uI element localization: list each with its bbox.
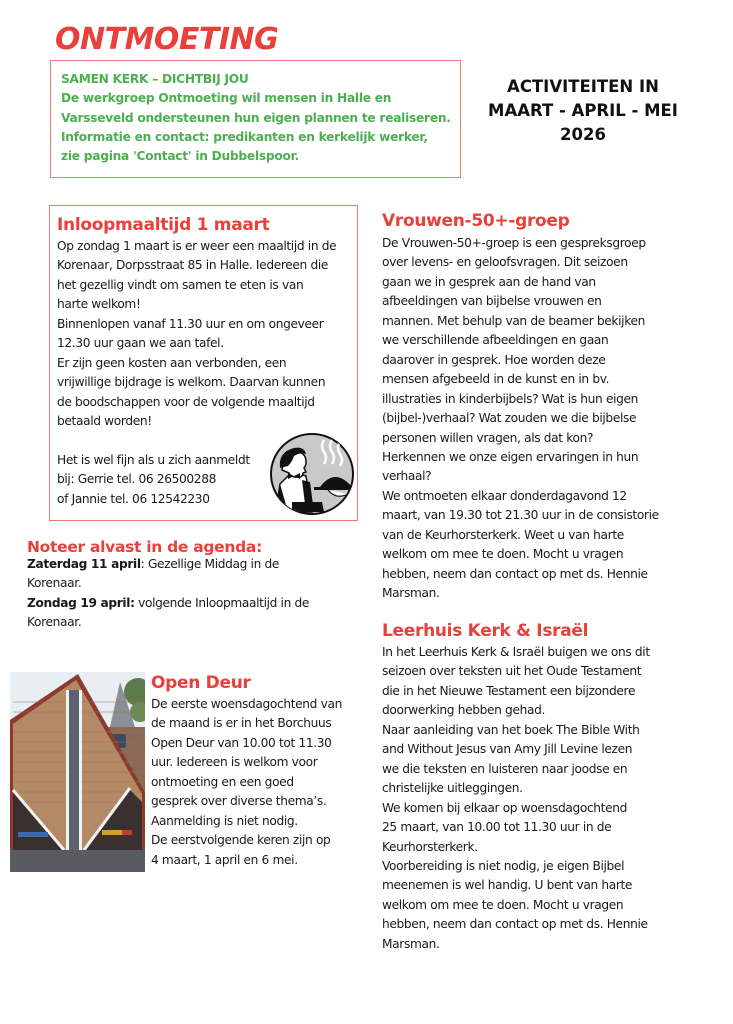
text-line: ontmoeting en een goed (151, 774, 294, 789)
agenda-item (27, 594, 309, 613)
text-line: de boodschappen voor de volgende maaltijd (57, 394, 315, 409)
agenda-date: Zondag 19 april: (27, 595, 135, 610)
leerhuis-heading: Leerhuis Kerk & Israël (382, 621, 589, 641)
agenda-text: Gezellige Middag in de (144, 557, 280, 571)
text-line: het gezellig vindt om samen te eten is van (57, 277, 304, 292)
text-line: Marsman. (382, 586, 440, 601)
text-line: vrijwillige bijdrage is welkom. Daarvan kunnen (57, 375, 326, 390)
text-line: Aanmelding is niet nodig. (151, 813, 298, 828)
text-line: Er zijn geen kosten aan verbonden, een (57, 355, 287, 370)
text-line: of Jannie tel. 06 12542230 (57, 491, 210, 506)
text-line: De eerstvolgende keren zijn op (151, 833, 331, 848)
text-line: afbeeldingen van bijbelse vrouwen en (382, 294, 602, 309)
text-line: doorwerking hebben gehad. (382, 703, 545, 718)
text-line: Open Deur van 10.00 tot 11.30 (151, 735, 332, 750)
intro-line: zie pagina 'Contact' in Dubbelspoor. (61, 149, 299, 164)
vrouwen-text (382, 234, 659, 604)
agenda-heading: Noteer alvast in de agenda: (27, 538, 262, 556)
text-line: seizoen over teksten uit het Oude Testament (382, 664, 642, 679)
text-line: verhaal? (382, 469, 432, 484)
agenda-text: volgende Inloopmaaltijd in de (134, 595, 310, 610)
waiter-illustration (262, 432, 358, 516)
text-line: betaald worden! (57, 414, 152, 429)
text-line: hebben, neem dan contact op met ds. Hennie (382, 917, 648, 932)
text-line: harte welkom! (57, 297, 141, 312)
text-line: Marsman. (382, 936, 440, 951)
intro-line: Informatie en contact: predikanten en kerkelijk werker, (61, 129, 428, 144)
text-line: welkom om mee te doen. Mocht u vragen (382, 897, 624, 912)
text-line: and Without Jesus van Amy Jill Levine lezen (382, 742, 633, 757)
leerhuis-text (382, 643, 650, 954)
text-line: meenemen is wel handig. U bent van harte (382, 878, 633, 893)
text-line: 12.30 uur gaan we aan tafel. (57, 336, 224, 351)
text-line: gaan we in gesprek aan de hand van (382, 274, 596, 289)
agenda-sep: : (140, 557, 145, 571)
text-line: we verschillende afbeeldingen en gaan (382, 333, 609, 348)
text-line: Binnenlopen vanaf 11.30 uur en om ongeveer (57, 316, 324, 331)
agenda-item-cont: Korenaar. (27, 615, 82, 630)
period-line: 2026 (560, 125, 606, 144)
intro-box (50, 60, 461, 178)
open-deur-text (151, 695, 342, 870)
inloopmaaltijd-heading: Inloopmaaltijd 1 maart (57, 215, 270, 235)
text-line: van de Keurhorsterkerk. Weet u van harte (382, 527, 624, 542)
text-line: over levens- en geloofsvragen. Dit seizoen (382, 255, 628, 270)
text-line: Naar aanleiding van het boek The Bible With (382, 722, 640, 737)
text-line: de maand is er in het Borchuus (151, 716, 332, 731)
text-line: Voorbereiding is niet nodig, je eigen Bijbel (382, 858, 625, 873)
agenda-item (27, 555, 309, 574)
agenda-date: Zaterdag 11 april (27, 557, 141, 571)
text-line: 4 maart, 1 april en 6 mei. (151, 852, 298, 867)
text-line: gesprek over diverse thema’s. (151, 794, 327, 809)
text-line: 25 maart, van 10.00 tot 11.30 uur in de (382, 820, 612, 835)
vrouwen-heading: Vrouwen-50+-groep (382, 211, 570, 231)
text-line: we die teksten en luisteren naar joodse en (382, 761, 628, 776)
text-line: De eerste woensdagochtend van (151, 697, 342, 711)
text-line: De Vrouwen-50+-groep is een gespreksgroep (382, 236, 646, 250)
text-line: welkom om mee te doen. Mocht u vragen (382, 547, 624, 562)
text-line: Het is wel fijn als u zich aanmeldt (57, 452, 250, 467)
intro-line: SAMEN KERK – DICHTBIJ JOU (61, 72, 249, 86)
text-line: maart, van 19.30 tot 21.30 uur in de consistorie (382, 508, 659, 523)
page-title: ONTMOETING (55, 22, 279, 57)
text-line: mensen afgebeeld in de kunst en in bv. (382, 372, 610, 387)
text-line: Herkennen we onze eigen ervaringen in hun (382, 449, 639, 464)
text-line: bij: Gerrie tel. 06 26500288 (57, 472, 217, 487)
borchuus-photo (10, 672, 145, 872)
period-line: MAART - APRIL - MEI (488, 101, 678, 120)
text-line: We komen bij elkaar op woensdagochtend (382, 800, 628, 815)
text-line: daarover in gesprek. Hoe worden deze (382, 352, 606, 367)
period-heading (478, 75, 688, 147)
text-line: We ontmoeten elkaar donderdagavond 12 (382, 488, 627, 503)
agenda-item-cont: Korenaar. (27, 576, 82, 591)
text-line: Keurhorsterkerk. (382, 839, 478, 854)
text-line: Op zondag 1 maart is er weer een maaltijd in de (57, 239, 337, 253)
agenda-list (27, 555, 309, 633)
intro-line: De werkgroep Ontmoeting wil mensen in Halle en (61, 91, 392, 106)
text-line: illustraties in kinderbijbels? Wat is hun eigen (382, 391, 639, 406)
text-line: hebben, neem dan contact op met ds. Hennie (382, 566, 648, 581)
intro-line: Varsseveld ondersteunen hun eigen plannen te realiseren. (61, 110, 451, 125)
text-line: Korenaar, Dorpsstraat 85 in Halle. Iedereen die (57, 258, 329, 273)
text-line: mannen. Met behulp van de beamer bekijken (382, 313, 646, 328)
text-line: christelijke uitleggingen. (382, 781, 523, 796)
text-line: personen willen vragen, als dat kon? (382, 430, 594, 445)
text-line: (bijbel-)verhaal? Wat zouden we die bijbelse (382, 411, 637, 426)
text-line: uur. Iedereen is welkom voor (151, 755, 318, 770)
period-line: ACTIVITEITEN IN (507, 77, 659, 96)
text-line: In het Leerhuis Kerk & Israël buigen we ons dit (382, 645, 650, 659)
open-deur-heading: Open Deur (151, 673, 251, 693)
text-line: die in het Nieuwe Testament een bijzondere (382, 683, 636, 698)
